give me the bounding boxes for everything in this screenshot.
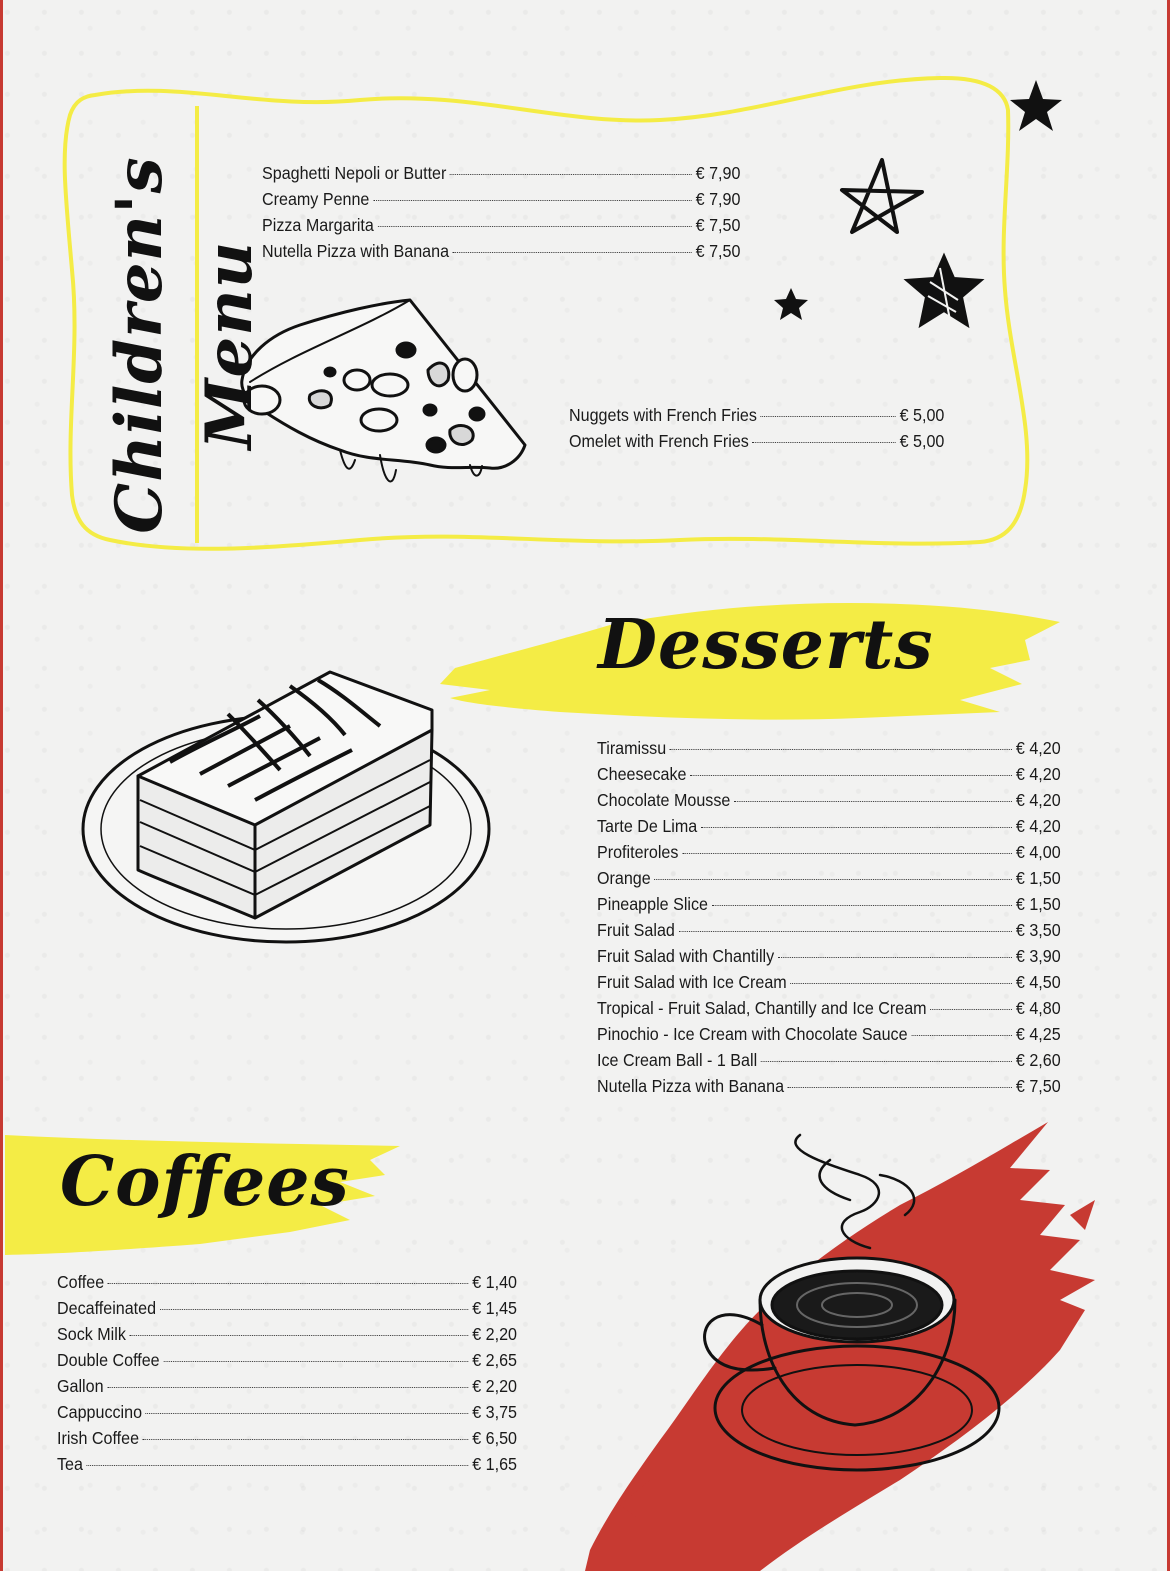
leader-dots: [790, 983, 1012, 984]
item-price: € 7,50: [695, 241, 741, 261]
item-name: Tea: [57, 1454, 83, 1474]
item-price: € 3,75: [472, 1402, 517, 1422]
item-name: Irish Coffee: [57, 1428, 140, 1448]
list-item: [569, 428, 944, 454]
item-price: € 5,00: [899, 431, 945, 451]
pizza-slice-icon: [242, 300, 525, 482]
item-price: € 1,65: [472, 1454, 517, 1474]
item-price: € 1,50: [1015, 894, 1061, 914]
item-name: Gallon: [57, 1376, 104, 1396]
item-name: Chocolate Mousse: [597, 790, 731, 810]
item-price: € 1,45: [472, 1298, 517, 1318]
item-price: € 7,50: [695, 215, 741, 235]
star-icon: [906, 255, 982, 326]
leader-dots: [450, 174, 692, 175]
item-name: Pinochio - Ice Cream with Chocolate Sauce: [597, 1024, 908, 1044]
list-item: [57, 1347, 517, 1373]
coffees-title: Coffees: [60, 1142, 350, 1222]
leader-dots: [108, 1283, 469, 1284]
list-item: [597, 761, 1061, 787]
leader-dots: [778, 957, 1012, 958]
leader-dots: [160, 1309, 469, 1310]
leader-dots: [682, 853, 1012, 854]
item-name: Pineapple Slice: [597, 894, 708, 914]
leader-dots: [701, 827, 1012, 828]
item-name: Double Coffee: [57, 1350, 160, 1370]
item-name: Omelet with French Fries: [569, 431, 749, 451]
item-name: Coffee: [57, 1272, 105, 1292]
leader-dots: [87, 1465, 469, 1466]
item-name: Decaffeinated: [57, 1298, 157, 1318]
item-price: € 2,60: [1015, 1050, 1061, 1070]
item-name: Creamy Penne: [262, 189, 370, 209]
leader-dots: [670, 749, 1012, 750]
item-name: Tarte De Lima: [597, 816, 698, 836]
list-item: [262, 212, 740, 238]
leader-dots: [690, 775, 1012, 776]
leader-dots: [107, 1387, 468, 1388]
leader-dots: [761, 1061, 1012, 1062]
leader-dots: [654, 879, 1012, 880]
item-name: Cappuccino: [57, 1402, 143, 1422]
list-item: [597, 1073, 1061, 1099]
item-name: Cheesecake: [597, 764, 687, 784]
leader-dots: [761, 416, 896, 417]
list-item: [57, 1321, 517, 1347]
item-price: € 4,20: [1015, 790, 1061, 810]
item-name: Fruit Salad: [597, 920, 675, 940]
item-price: € 4,80: [1015, 998, 1061, 1018]
leader-dots: [453, 252, 692, 253]
childrens-menu-side-list: [569, 402, 944, 454]
item-price: € 4,20: [1015, 764, 1061, 784]
list-item: [262, 186, 740, 212]
item-price: € 2,20: [472, 1376, 517, 1396]
item-name: Sock Milk: [57, 1324, 126, 1344]
list-item: [597, 787, 1061, 813]
leader-dots: [911, 1035, 1012, 1036]
list-item: [57, 1425, 517, 1451]
coffees-list: [57, 1269, 517, 1477]
item-price: € 4,00: [1015, 842, 1061, 862]
leader-dots: [679, 931, 1013, 932]
item-name: Spaghetti Nepoli or Butter: [262, 163, 447, 183]
item-name: Nuggets with French Fries: [569, 405, 757, 425]
item-name: Fruit Salad with Chantilly: [597, 946, 775, 966]
desserts-title: Desserts: [598, 605, 934, 685]
leader-dots: [788, 1087, 1013, 1088]
item-name: Nutella Pizza with Banana: [597, 1076, 785, 1096]
item-price: € 1,50: [1015, 868, 1061, 888]
leader-dots: [143, 1439, 469, 1440]
list-item: [262, 160, 740, 186]
list-item: [57, 1269, 517, 1295]
leader-dots: [712, 905, 1013, 906]
list-item: [597, 1047, 1061, 1073]
item-price: € 4,25: [1015, 1024, 1061, 1044]
item-price: € 5,00: [899, 405, 945, 425]
list-item: [597, 839, 1061, 865]
item-price: € 6,50: [472, 1428, 517, 1448]
list-item: [262, 238, 740, 264]
desserts-list: [597, 735, 1061, 1099]
leader-dots: [373, 200, 692, 201]
leader-dots: [930, 1009, 1012, 1010]
item-name: Orange: [597, 868, 651, 888]
item-name: Pizza Margarita: [262, 215, 374, 235]
cake-slice-icon: [83, 672, 489, 942]
item-price: € 3,90: [1015, 946, 1061, 966]
leader-dots: [753, 442, 896, 443]
star-icon: [842, 160, 922, 232]
childrens-menu-title: Children's Menu: [102, 156, 267, 534]
leader-dots: [378, 226, 692, 227]
list-item: [597, 943, 1061, 969]
item-name: Tropical - Fruit Salad, Chantilly and Ice Cream: [597, 998, 927, 1018]
list-item: [597, 735, 1061, 761]
list-item: [597, 865, 1061, 891]
list-item: [597, 995, 1061, 1021]
star-icon: [774, 288, 808, 320]
list-item: [597, 917, 1061, 943]
item-price: € 1,40: [472, 1272, 517, 1292]
item-price: € 7,50: [1015, 1076, 1061, 1096]
leader-dots: [130, 1335, 469, 1336]
list-item: [597, 813, 1061, 839]
item-price: € 4,20: [1015, 816, 1061, 836]
leader-dots: [734, 801, 1012, 802]
item-price: € 4,20: [1015, 738, 1061, 758]
list-item: [597, 1021, 1061, 1047]
item-name: Ice Cream Ball - 1 Ball: [597, 1050, 758, 1070]
item-price: € 7,90: [695, 163, 741, 183]
list-item: [57, 1373, 517, 1399]
item-name: Tiramissu: [597, 738, 667, 758]
list-item: [597, 969, 1061, 995]
item-price: € 2,20: [472, 1324, 517, 1344]
leader-dots: [163, 1361, 468, 1362]
list-item: [569, 402, 944, 428]
item-name: Fruit Salad with Ice Cream: [597, 972, 787, 992]
list-item: [57, 1399, 517, 1425]
item-price: € 7,90: [695, 189, 741, 209]
item-name: Nutella Pizza with Banana: [262, 241, 450, 261]
leader-dots: [146, 1413, 469, 1414]
item-name: Profiteroles: [597, 842, 679, 862]
item-price: € 2,65: [472, 1350, 517, 1370]
list-item: [597, 891, 1061, 917]
star-icon: [1010, 80, 1062, 131]
item-price: € 4,50: [1015, 972, 1061, 992]
childrens-menu-list: [262, 160, 740, 264]
list-item: [57, 1295, 517, 1321]
item-price: € 3,50: [1015, 920, 1061, 940]
list-item: [57, 1451, 517, 1477]
